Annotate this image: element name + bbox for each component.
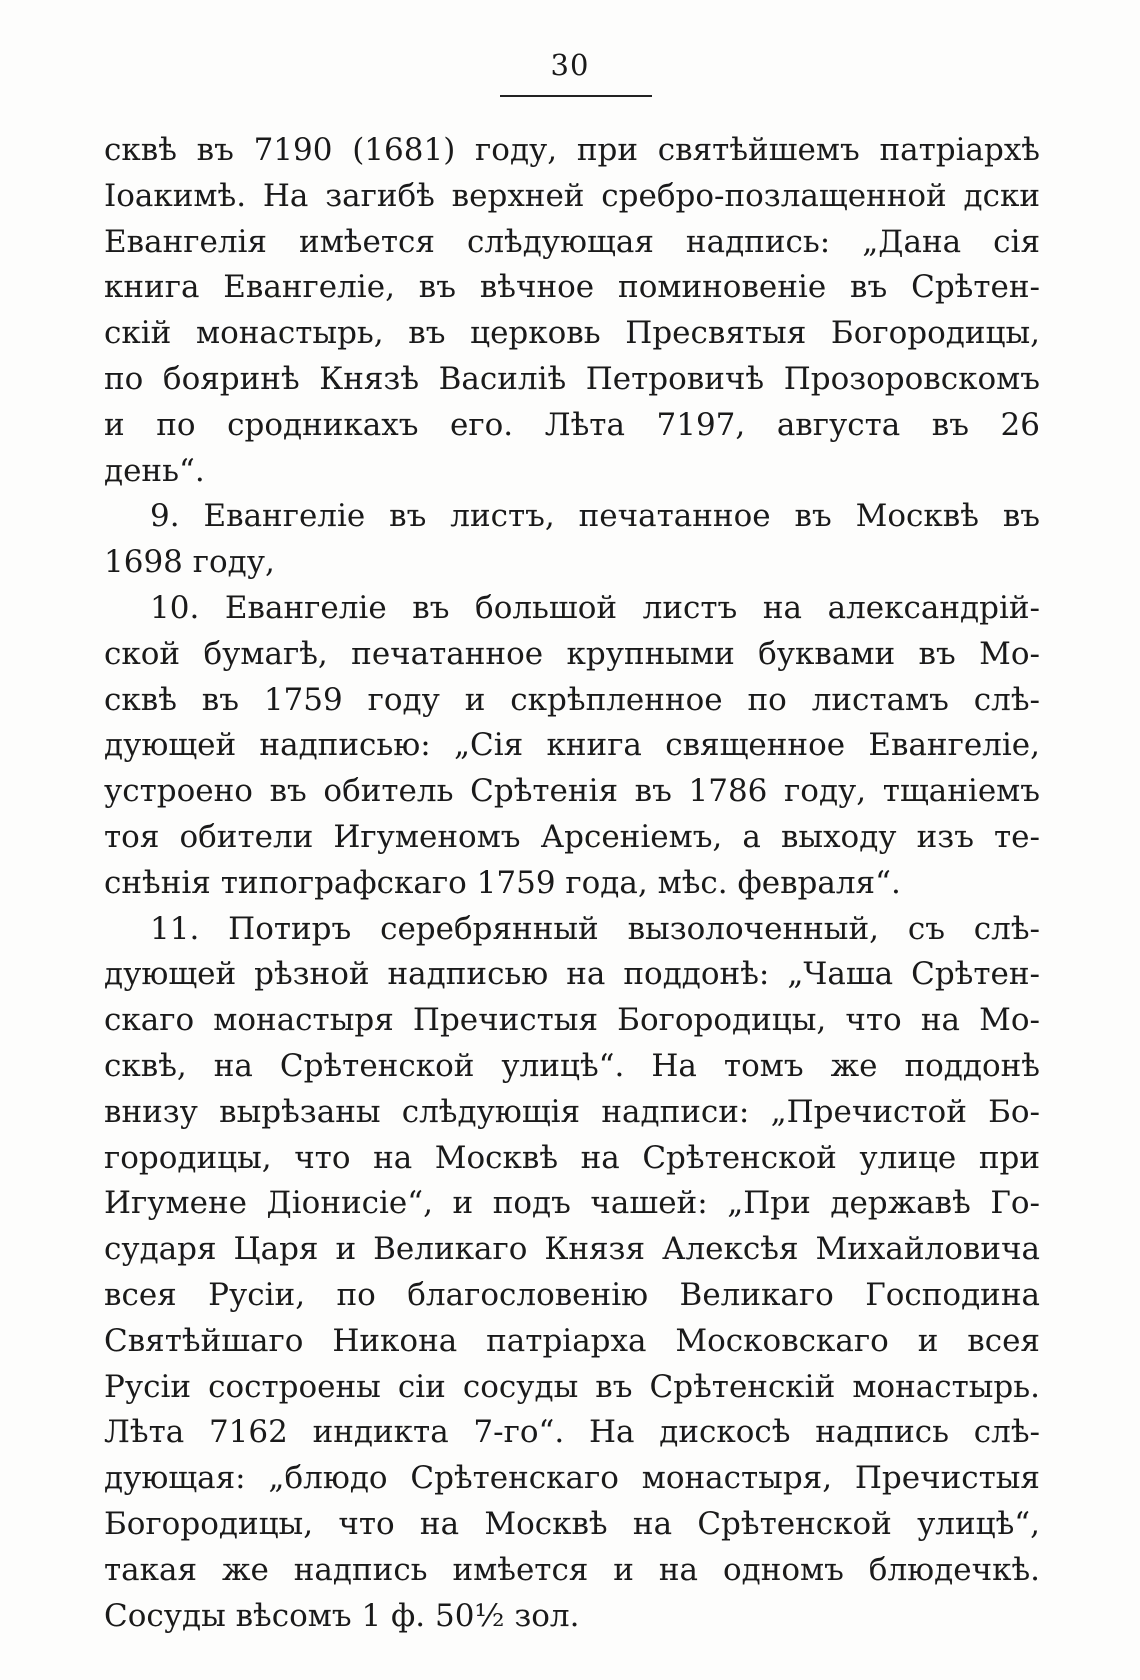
text-line: дующая: „блюдо Срѣтенскаго монастыря, Пречистыя — [104, 1460, 1040, 1497]
text-line: день“. — [104, 452, 205, 489]
text-line: всея Русіи, по благословенію Великаго Господина — [104, 1276, 1040, 1313]
text-line: дующей надписью: „Сія книга священное Евангеліе, — [104, 727, 1040, 764]
text-line: по бояринѣ Князѣ Василіѣ Петровичѣ Прозоровскомъ — [104, 360, 1040, 397]
page-number: 30 — [550, 48, 590, 82]
text-line: и по сродникахъ его. Лѣта 7197, августа въ 26 — [104, 406, 1040, 443]
page-number-rule — [500, 95, 652, 97]
text-line: Евангелія имѣется слѣдующая надпись: „Дана сія — [104, 223, 1040, 260]
text-line: устроено въ обитель Срѣтенія въ 1786 году, тщаніемъ — [104, 773, 1040, 810]
text-line: дующей рѣзной надписью на поддонѣ: „Чаша Срѣтен- — [104, 956, 1040, 993]
text-line: сквѣ, на Срѣтенской улицѣ“. На томъ же поддонѣ — [104, 1047, 1040, 1084]
text-line: 1698 году, — [104, 544, 275, 581]
text-line: Русіи состроены сіи сосуды въ Срѣтенскій монастырь. — [104, 1368, 1040, 1405]
text-line: ской бумагѣ, печатанное крупными буквами въ Мо- — [104, 635, 1040, 672]
text-line: 9. Евангеліе въ листъ, печатанное въ Москвѣ въ — [150, 498, 1040, 535]
text-line: Іоакимѣ. На загибѣ верхней сребро-позлащенной дски — [104, 177, 1040, 214]
text-line: Лѣта 7162 индикта 7-го“. На дискосѣ надпись слѣ- — [104, 1414, 1040, 1451]
text-line: сквѣ въ 7190 (1681) году, при святѣйшемъ патріархѣ — [104, 132, 1040, 168]
text-line: книга Евангеліе, въ вѣчное поминовеніе въ Срѣтен- — [104, 269, 1040, 306]
text-line: Святѣйшаго Никона патріарха Московскаго и всея — [104, 1322, 1040, 1359]
body-text — [104, 128, 1040, 1639]
text-line: Игумене Діонисіе“, и подъ чашей: „При державѣ Го- — [104, 1185, 1040, 1222]
text-line: 10. Евангеліе въ большой листъ на александрій- — [150, 589, 1040, 626]
text-line: внизу вырѣзаны слѣдующія надписи: „Пречистой Бо- — [104, 1093, 1040, 1130]
text-line: такая же надпись имѣется и на одномъ блюдечкѣ. — [104, 1551, 1040, 1588]
text-line: городицы, что на Москвѣ на Срѣтенской улице при — [104, 1139, 1040, 1176]
text-line: Сосуды вѣсомъ 1 ф. 50½ зол. — [104, 1597, 580, 1634]
text-line: снѣнія типографскаго 1759 года, мѣс. февраля“. — [104, 864, 901, 901]
text-line: скій монастырь, въ церковь Пресвятыя Богородицы, — [104, 315, 1040, 352]
text-line: тоя обители Игуменомъ Арсеніемъ, а выходу изъ те- — [104, 818, 1040, 855]
text-line: сквѣ въ 1759 году и скрѣпленное по листамъ слѣ- — [104, 681, 1040, 718]
text-line: сударя Царя и Великаго Князя Алексѣя Михайловича — [104, 1231, 1040, 1268]
text-line: скаго монастыря Пречистыя Богородицы, что на Мо- — [104, 1002, 1040, 1039]
text-line: Богородицы, что на Москвѣ на Срѣтенской улицѣ“, — [104, 1505, 1040, 1542]
text-line: 11. Потиръ серебрянный вызолоченный, съ слѣ- — [150, 910, 1040, 947]
